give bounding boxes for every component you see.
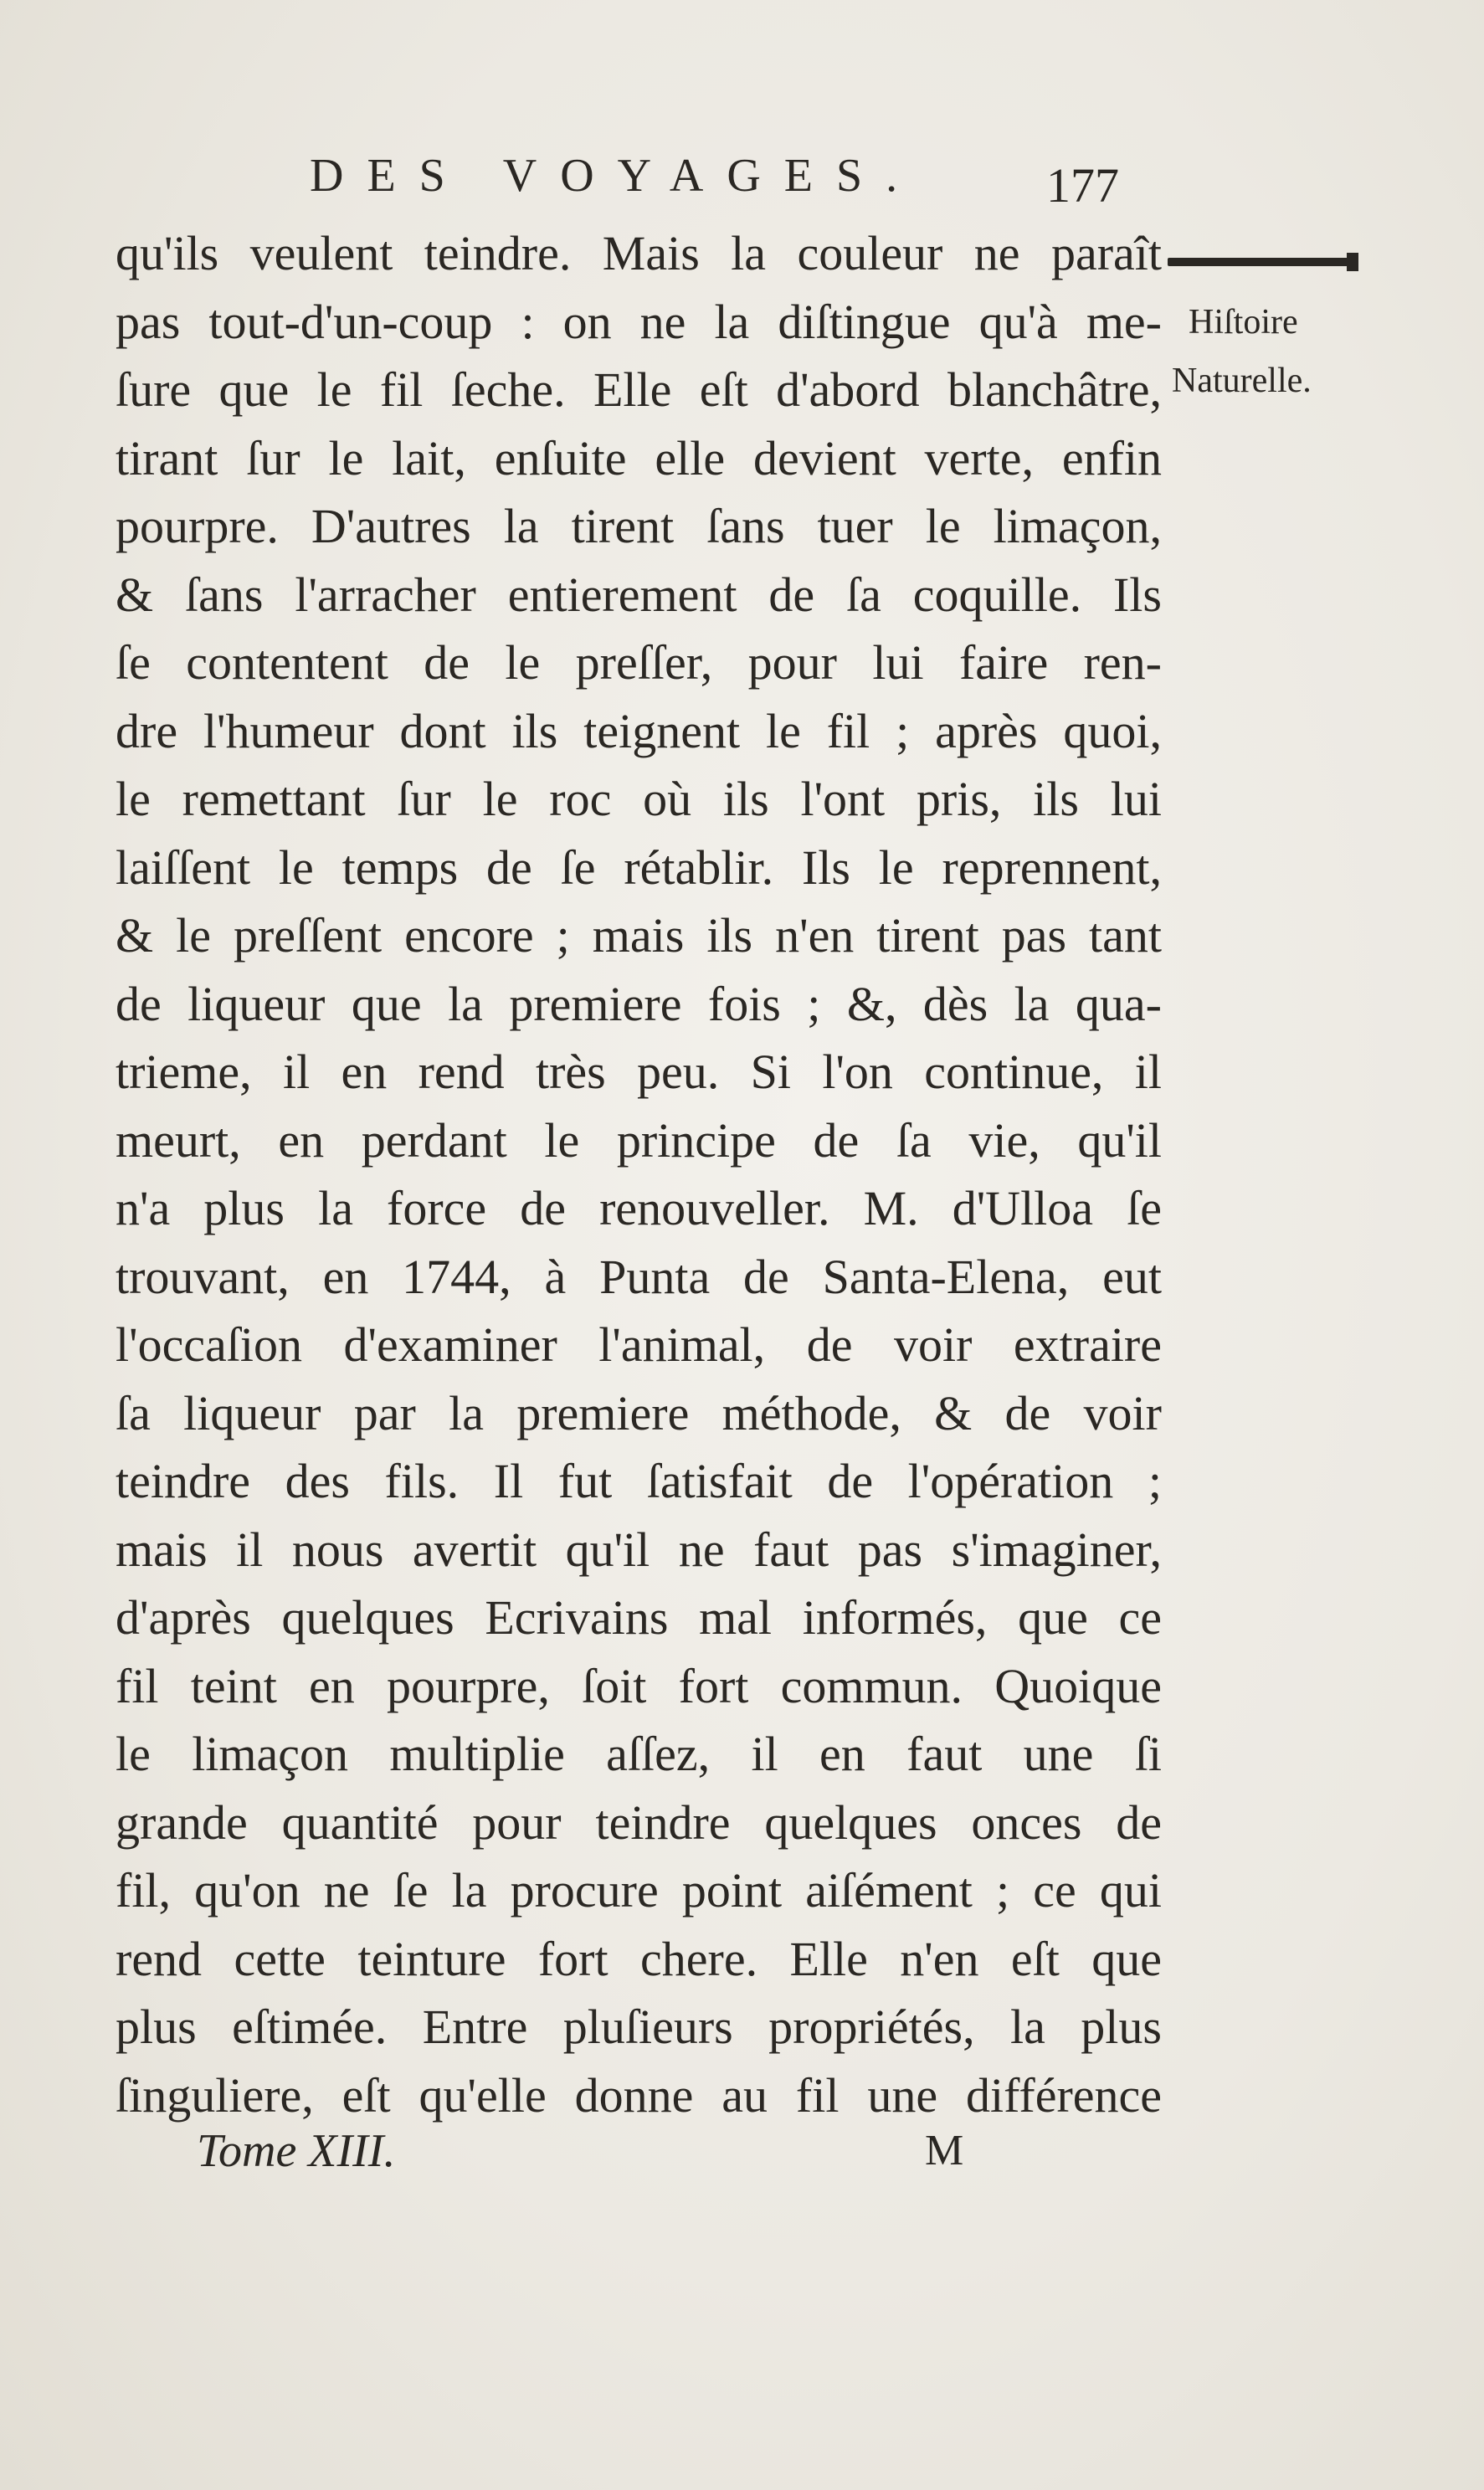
margin-note-line: Naturelle. bbox=[1172, 362, 1312, 400]
margin-note bbox=[1172, 293, 1448, 410]
text-line: plus eſtimée. Entre pluſieurs propriétés, la plus bbox=[116, 2000, 1162, 2054]
text-line: ſa liqueur par la premiere méthode, & de voir bbox=[116, 1385, 1162, 1440]
text-line: ſinguliere, eſt qu'elle donne au fil une différence bbox=[116, 2067, 1162, 2123]
text-line: de liqueur que la premiere fois ; &, dès la qua- bbox=[116, 976, 1162, 1031]
signature-mark: M bbox=[925, 2127, 964, 2174]
text-line: teindre des fils. Il fut ſatisfait de l'opération ; bbox=[116, 1454, 1162, 1508]
text-line: ſe contentent de le preſſer, pour lui faire ren- bbox=[116, 635, 1162, 690]
running-head: DES VOYAGES. bbox=[310, 150, 922, 202]
text-line: pourpre. D'autres la tirent ſans tuer le limaçon, bbox=[116, 499, 1162, 553]
text-line: rend cette teinture fort chere. Elle n'en eſt que bbox=[116, 1931, 1162, 1986]
volume-label: Tome XIII. bbox=[197, 2125, 396, 2177]
text-line: & le preſſent encore ; mais ils n'en tirent pas tant bbox=[116, 908, 1162, 963]
text-line: n'a plus la force de renouveller. M. d'Ulloa ſe bbox=[116, 1181, 1162, 1235]
text-line: pas tout-d'un-coup : on ne la diſtingue qu'à me- bbox=[116, 294, 1162, 349]
text-line: mais il nous avertit qu'il ne faut pas s'imaginer, bbox=[116, 1522, 1162, 1577]
text-line: fil, qu'on ne ſe la procure point aiſément ; ce qui bbox=[116, 1863, 1162, 1918]
text-line: trieme, il en rend très peu. Si l'on continue, il bbox=[116, 1045, 1162, 1099]
text-line: meurt, en perdant le principe de ſa vie, qu'il bbox=[116, 1112, 1162, 1168]
margin-rule bbox=[1168, 258, 1358, 266]
text-line: qu'ils veulent teindre. Mais la couleur ne paraît bbox=[116, 226, 1162, 280]
text-line: le remettant ſur le roc où ils l'ont pris, ils lui bbox=[116, 772, 1162, 826]
page-header bbox=[310, 142, 1147, 213]
text-line: & ſans l'arracher entierement de ſa coquille. Ils bbox=[116, 567, 1162, 622]
text-line: grande quantité pour teindre quelques onces de bbox=[116, 1794, 1162, 1850]
body-text bbox=[116, 219, 1162, 2129]
text-line: fil teint en pourpre, ſoit fort commun. Quoique bbox=[116, 1658, 1162, 1713]
text-line: dre l'humeur dont ils teignent le fil ; après quoi, bbox=[116, 703, 1162, 758]
margin-note-line: Hiſtoire bbox=[1189, 303, 1298, 341]
text-line: l'occaſion d'examiner l'animal, de voir extraire bbox=[116, 1317, 1162, 1372]
text-line: ſure que le fil ſeche. Elle eſt d'abord blanchâtre, bbox=[116, 362, 1162, 417]
text-line: trouvant, en 1744, à Punta de Santa-Elena, eut bbox=[116, 1249, 1162, 1304]
text-line: le limaçon multiplie aſſez, il en faut une ſi bbox=[116, 1727, 1162, 1781]
page-number: 177 bbox=[1046, 158, 1119, 213]
text-line: laiſſent le temps de ſe rétablir. Ils le reprennent, bbox=[116, 839, 1162, 895]
page-footer bbox=[197, 2122, 1034, 2180]
text-line: tirant ſur le lait, enſuite elle devient verte, enfin bbox=[116, 430, 1162, 485]
text-line: d'après quelques Ecrivains mal informés, que ce bbox=[116, 1590, 1162, 1645]
